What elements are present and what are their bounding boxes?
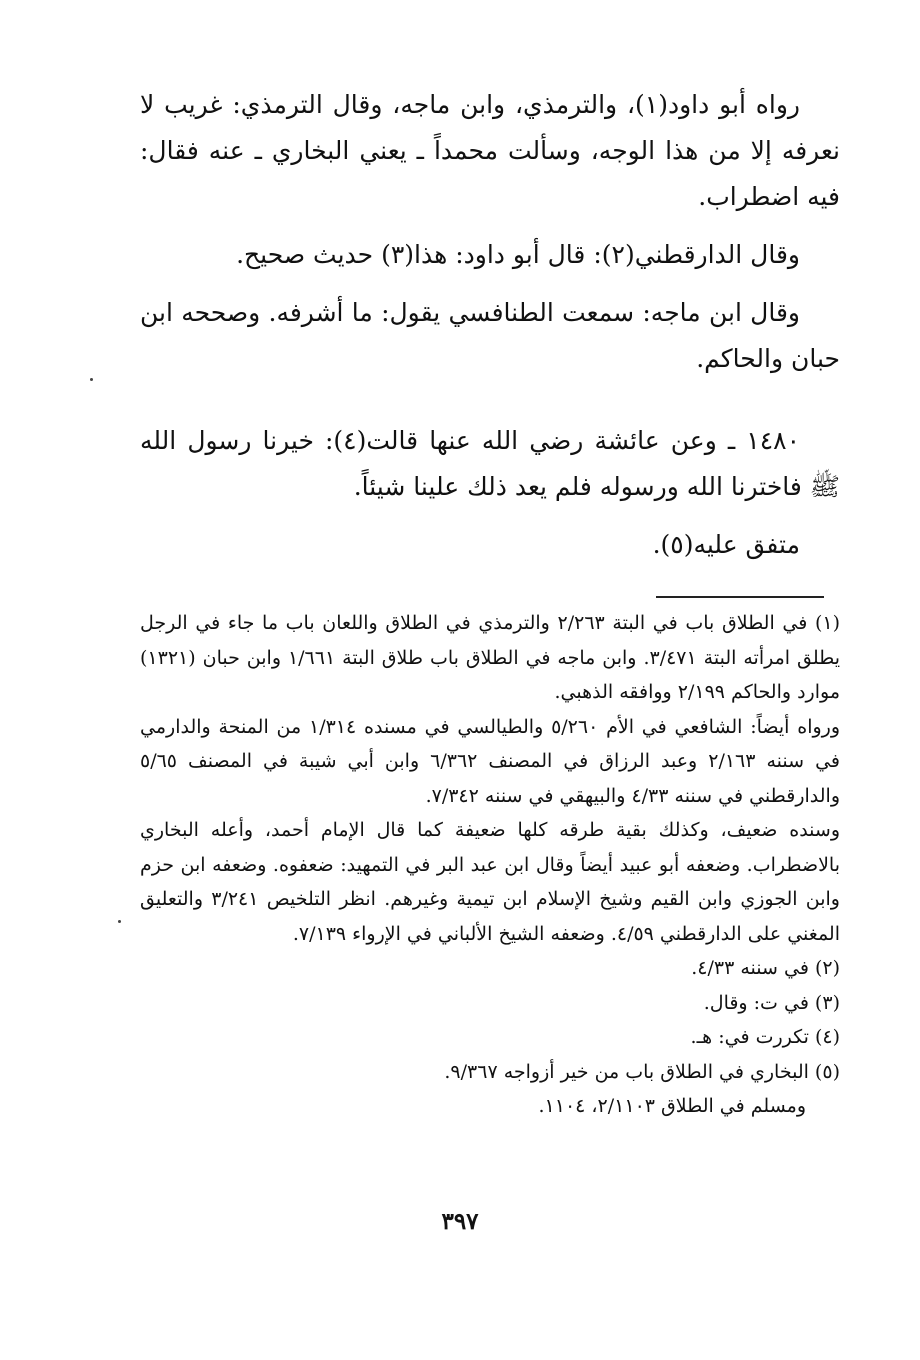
paragraph-3: وقال ابن ماجه: سمعت الطنافسي يقول: ما أشرفه. وصححه ابن حبان والحاكم.	[140, 298, 840, 373]
footnote-2: (٢) في سننه ٤/٣٣.	[691, 957, 840, 979]
page-number: ٣٩٧	[441, 1208, 479, 1235]
footnote-4: (٤) تكررت في: هـ.	[690, 1026, 840, 1048]
paragraph-5: متفق عليه(٥).	[652, 530, 800, 559]
footnote-separator	[656, 596, 824, 598]
footnotes	[140, 606, 840, 1124]
scan-speck	[90, 378, 93, 381]
footnote-5-continued: ومسلم في الطلاق ٢/١١٠٣، ١١٠٤.	[538, 1095, 806, 1117]
footnote-5: (٥) البخاري في الطلاق باب من خير أزواجه ٩/٣٦٧.	[444, 1060, 840, 1083]
footnote-1-assessment: وسنده ضعيف، وكذلك بقية طرقه كلها ضعيفة كما قال الإمام أحمد، وأعله البخاري بالاضطراب. وضعفه أبو عبيد أيضاً وقال ابن عبد البر في التمهيد: ضعفوه. وضعفه ابن حزم وابن الجوزي وابن القيم وشيخ الإسلام ابن تيمية وغيرهم. انظر التلخيص ٣/٢٤١ والتعليق المغني على الدارقطني ٤/٥٩. وضعفه الشيخ الألباني في الإرواء ٧/١٣٩.	[140, 819, 840, 945]
hadith-1480: ١٤٨٠ ـ وعن عائشة رضي الله عنها قالت(٤): خيرنا رسول الله ﷺ فاخترنا الله ورسوله فلم يعد ذلك علينا شيئاً.	[140, 426, 840, 501]
paragraph-2: وقال الدارقطني(٢): قال أبو داود: هذا(٣) حديث صحيح.	[236, 240, 800, 269]
paragraph-1: رواه أبو داود(١)، والترمذي، وابن ماجه، وقال الترمذي: غريب لا نعرفه إلا من هذا الوجه، وسألت محمداً ـ يعني البخاري ـ عنه فقال: فيه اضطراب.	[140, 90, 840, 211]
footnote-1: (١) في الطلاق باب في البتة ٢/٢٦٣ والترمذي في الطلاق واللعان باب ما جاء في الرجل يطلق امرأته البتة ٣/٤٧١. وابن ماجه في الطلاق باب طلاق البتة ١/٦٦١ وابن حبان (١٣٢١) موارد والحاكم ٢/١٩٩ ووافقه الذهبي.	[140, 612, 841, 703]
footnote-3: (٣) في ت: وقال.	[703, 991, 840, 1014]
main-text	[140, 82, 840, 568]
footnote-1-continued: ورواه أيضاً: الشافعي في الأم ٥/٢٦٠ والطيالسي في مسنده ١/٣١٤ من المنحة والدارمي في سننه ٢/١٦٣ وعبد الرزاق في المصنف ٦/٣٦٢ وابن أبي شيبة في المصنف ٥/٦٥ والدارقطني في سننه ٤/٣٣ والبيهقي في سننه ٧/٣٤٢.	[140, 715, 841, 807]
scan-speck	[118, 920, 121, 923]
